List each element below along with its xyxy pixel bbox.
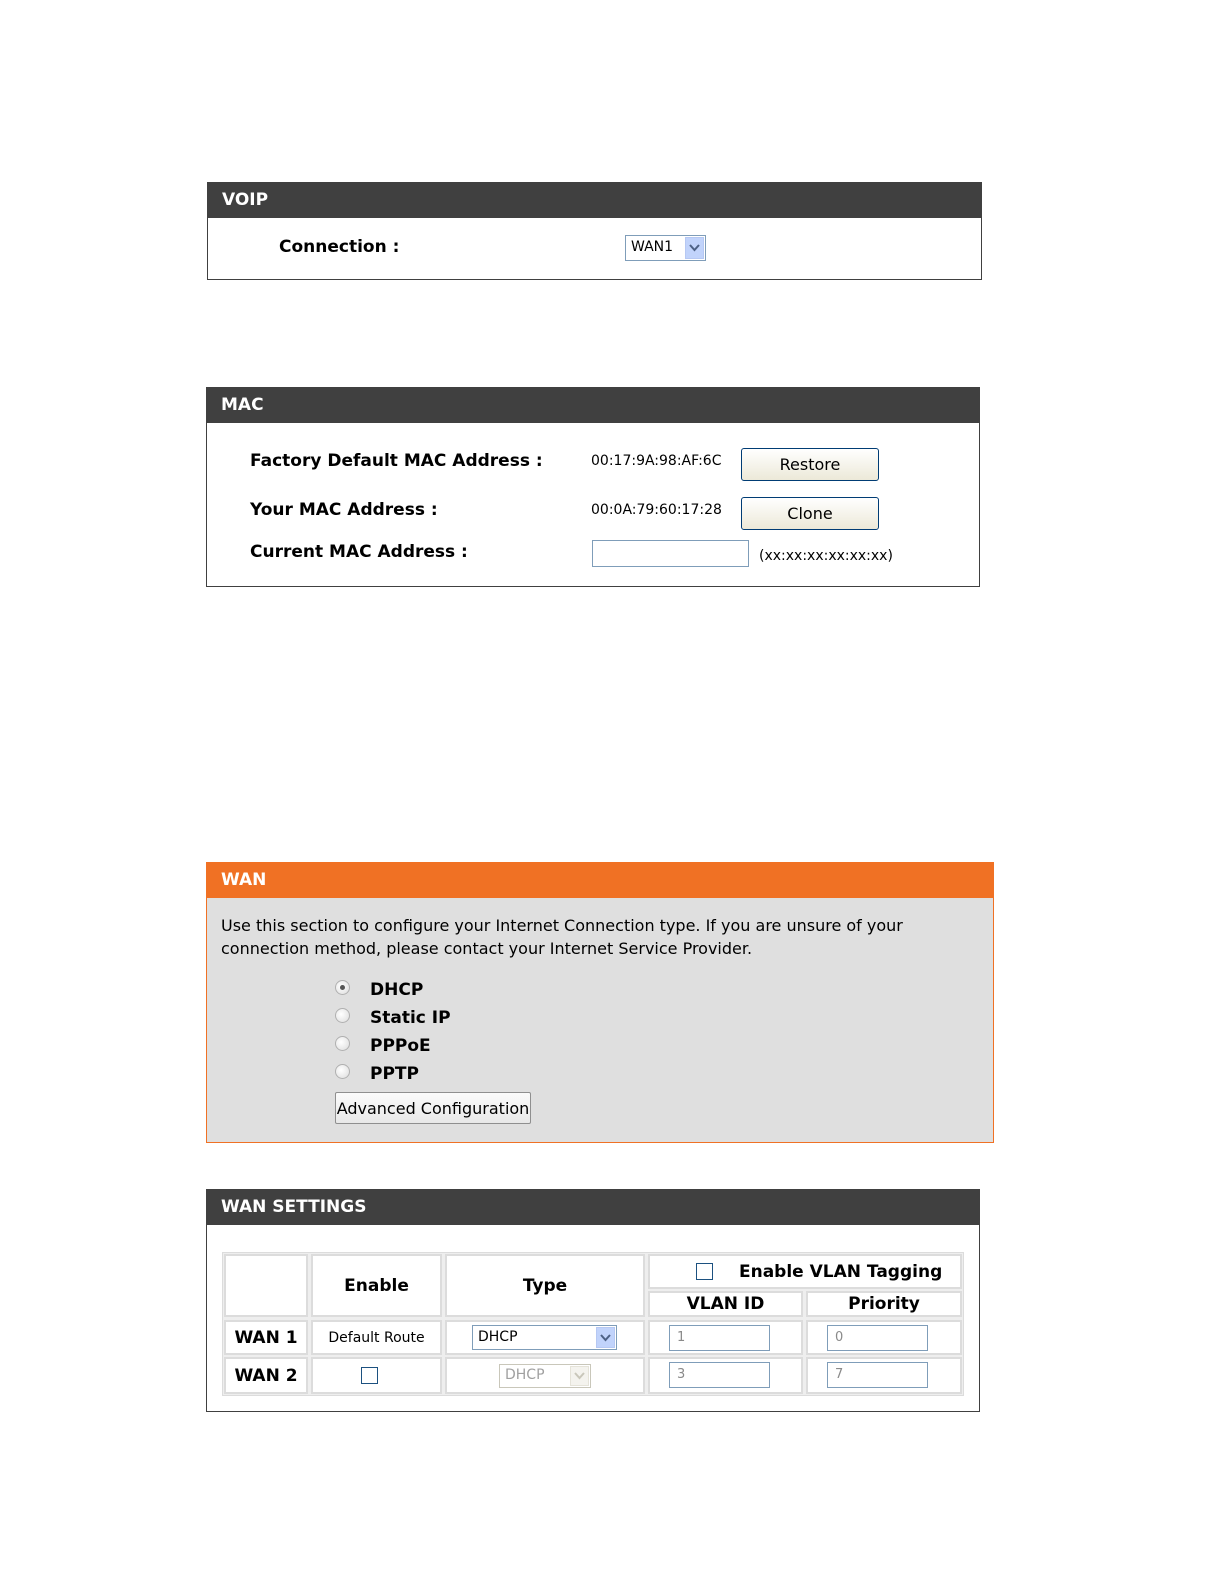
table-header-type: Type [445, 1254, 645, 1317]
wan2-type-value: DHCP [505, 1367, 545, 1383]
wan1-type-select[interactable] [472, 1325, 617, 1350]
table-row-wan1-name: WAN 1 [224, 1320, 308, 1355]
table-header-vlan-tagging [648, 1254, 962, 1289]
factory-mac-value: 00:17:9A:98:AF:6C [591, 453, 722, 469]
table-header-vlan-id: VLAN ID [648, 1291, 803, 1317]
wan-description: Use this section to configure your Internet Connection type. If you are unsure of your connection method, please contact your Internet Service Provider. [221, 916, 903, 958]
vlan-tagging-checkbox[interactable] [696, 1263, 713, 1280]
current-mac-input[interactable] [592, 540, 749, 567]
connection-label: Connection : [279, 237, 400, 257]
connection-select-value: WAN1 [631, 239, 674, 255]
wan2-priority-input[interactable]: 7 [827, 1362, 928, 1388]
wan1-vlan-id-input[interactable]: 1 [669, 1325, 770, 1351]
factory-mac-label: Factory Default MAC Address : [250, 451, 543, 471]
chevron-down-icon[interactable] [596, 1327, 615, 1348]
option-dhcp-label: DHCP [370, 980, 424, 1000]
vlan-tagging-label: Enable VLAN Tagging [739, 1261, 943, 1282]
option-pptp-label: PPTP [370, 1064, 419, 1084]
mac-panel-title: MAC [207, 388, 979, 423]
mac-format-hint: (xx:xx:xx:xx:xx:xx) [759, 548, 893, 564]
connection-select[interactable] [625, 235, 706, 261]
wan1-priority-input[interactable]: 0 [827, 1325, 928, 1351]
wan-panel-title: WAN [207, 863, 993, 898]
table-row-wan2-name: WAN 2 [224, 1357, 308, 1394]
wan2-type-select[interactable] [499, 1364, 591, 1388]
your-mac-label: Your MAC Address : [250, 500, 438, 520]
radio-unselected-icon[interactable] [335, 1008, 350, 1023]
advanced-configuration-button[interactable]: Advanced Configuration [335, 1092, 531, 1124]
wan2-vlan-id-input[interactable]: 3 [669, 1362, 770, 1388]
table-row-wan1-enable: Default Route [311, 1320, 442, 1355]
chevron-down-icon[interactable] [570, 1366, 589, 1386]
voip-panel [207, 182, 982, 280]
current-mac-label: Current MAC Address : [250, 542, 468, 562]
table-header-empty [224, 1254, 308, 1317]
wan1-type-value: DHCP [478, 1329, 518, 1345]
table-header-enable: Enable [311, 1254, 442, 1317]
restore-button[interactable]: Restore [741, 448, 879, 481]
wan-panel [206, 862, 994, 1143]
clone-button[interactable]: Clone [741, 497, 879, 530]
radio-unselected-icon[interactable] [335, 1036, 350, 1051]
chevron-down-icon[interactable] [685, 237, 704, 259]
radio-unselected-icon[interactable] [335, 1064, 350, 1079]
wan-settings-title: WAN SETTINGS [207, 1190, 979, 1225]
voip-panel-title: VOIP [208, 183, 981, 218]
radio-selected-icon[interactable] [335, 980, 350, 995]
your-mac-value: 00:0A:79:60:17:28 [591, 502, 722, 518]
table-row-wan2-enable-cell [311, 1357, 442, 1394]
table-header-priority: Priority [806, 1291, 962, 1317]
option-static-ip-label: Static IP [370, 1008, 451, 1028]
wan2-enable-checkbox[interactable] [361, 1367, 378, 1384]
option-pppoe-label: PPPoE [370, 1036, 431, 1056]
